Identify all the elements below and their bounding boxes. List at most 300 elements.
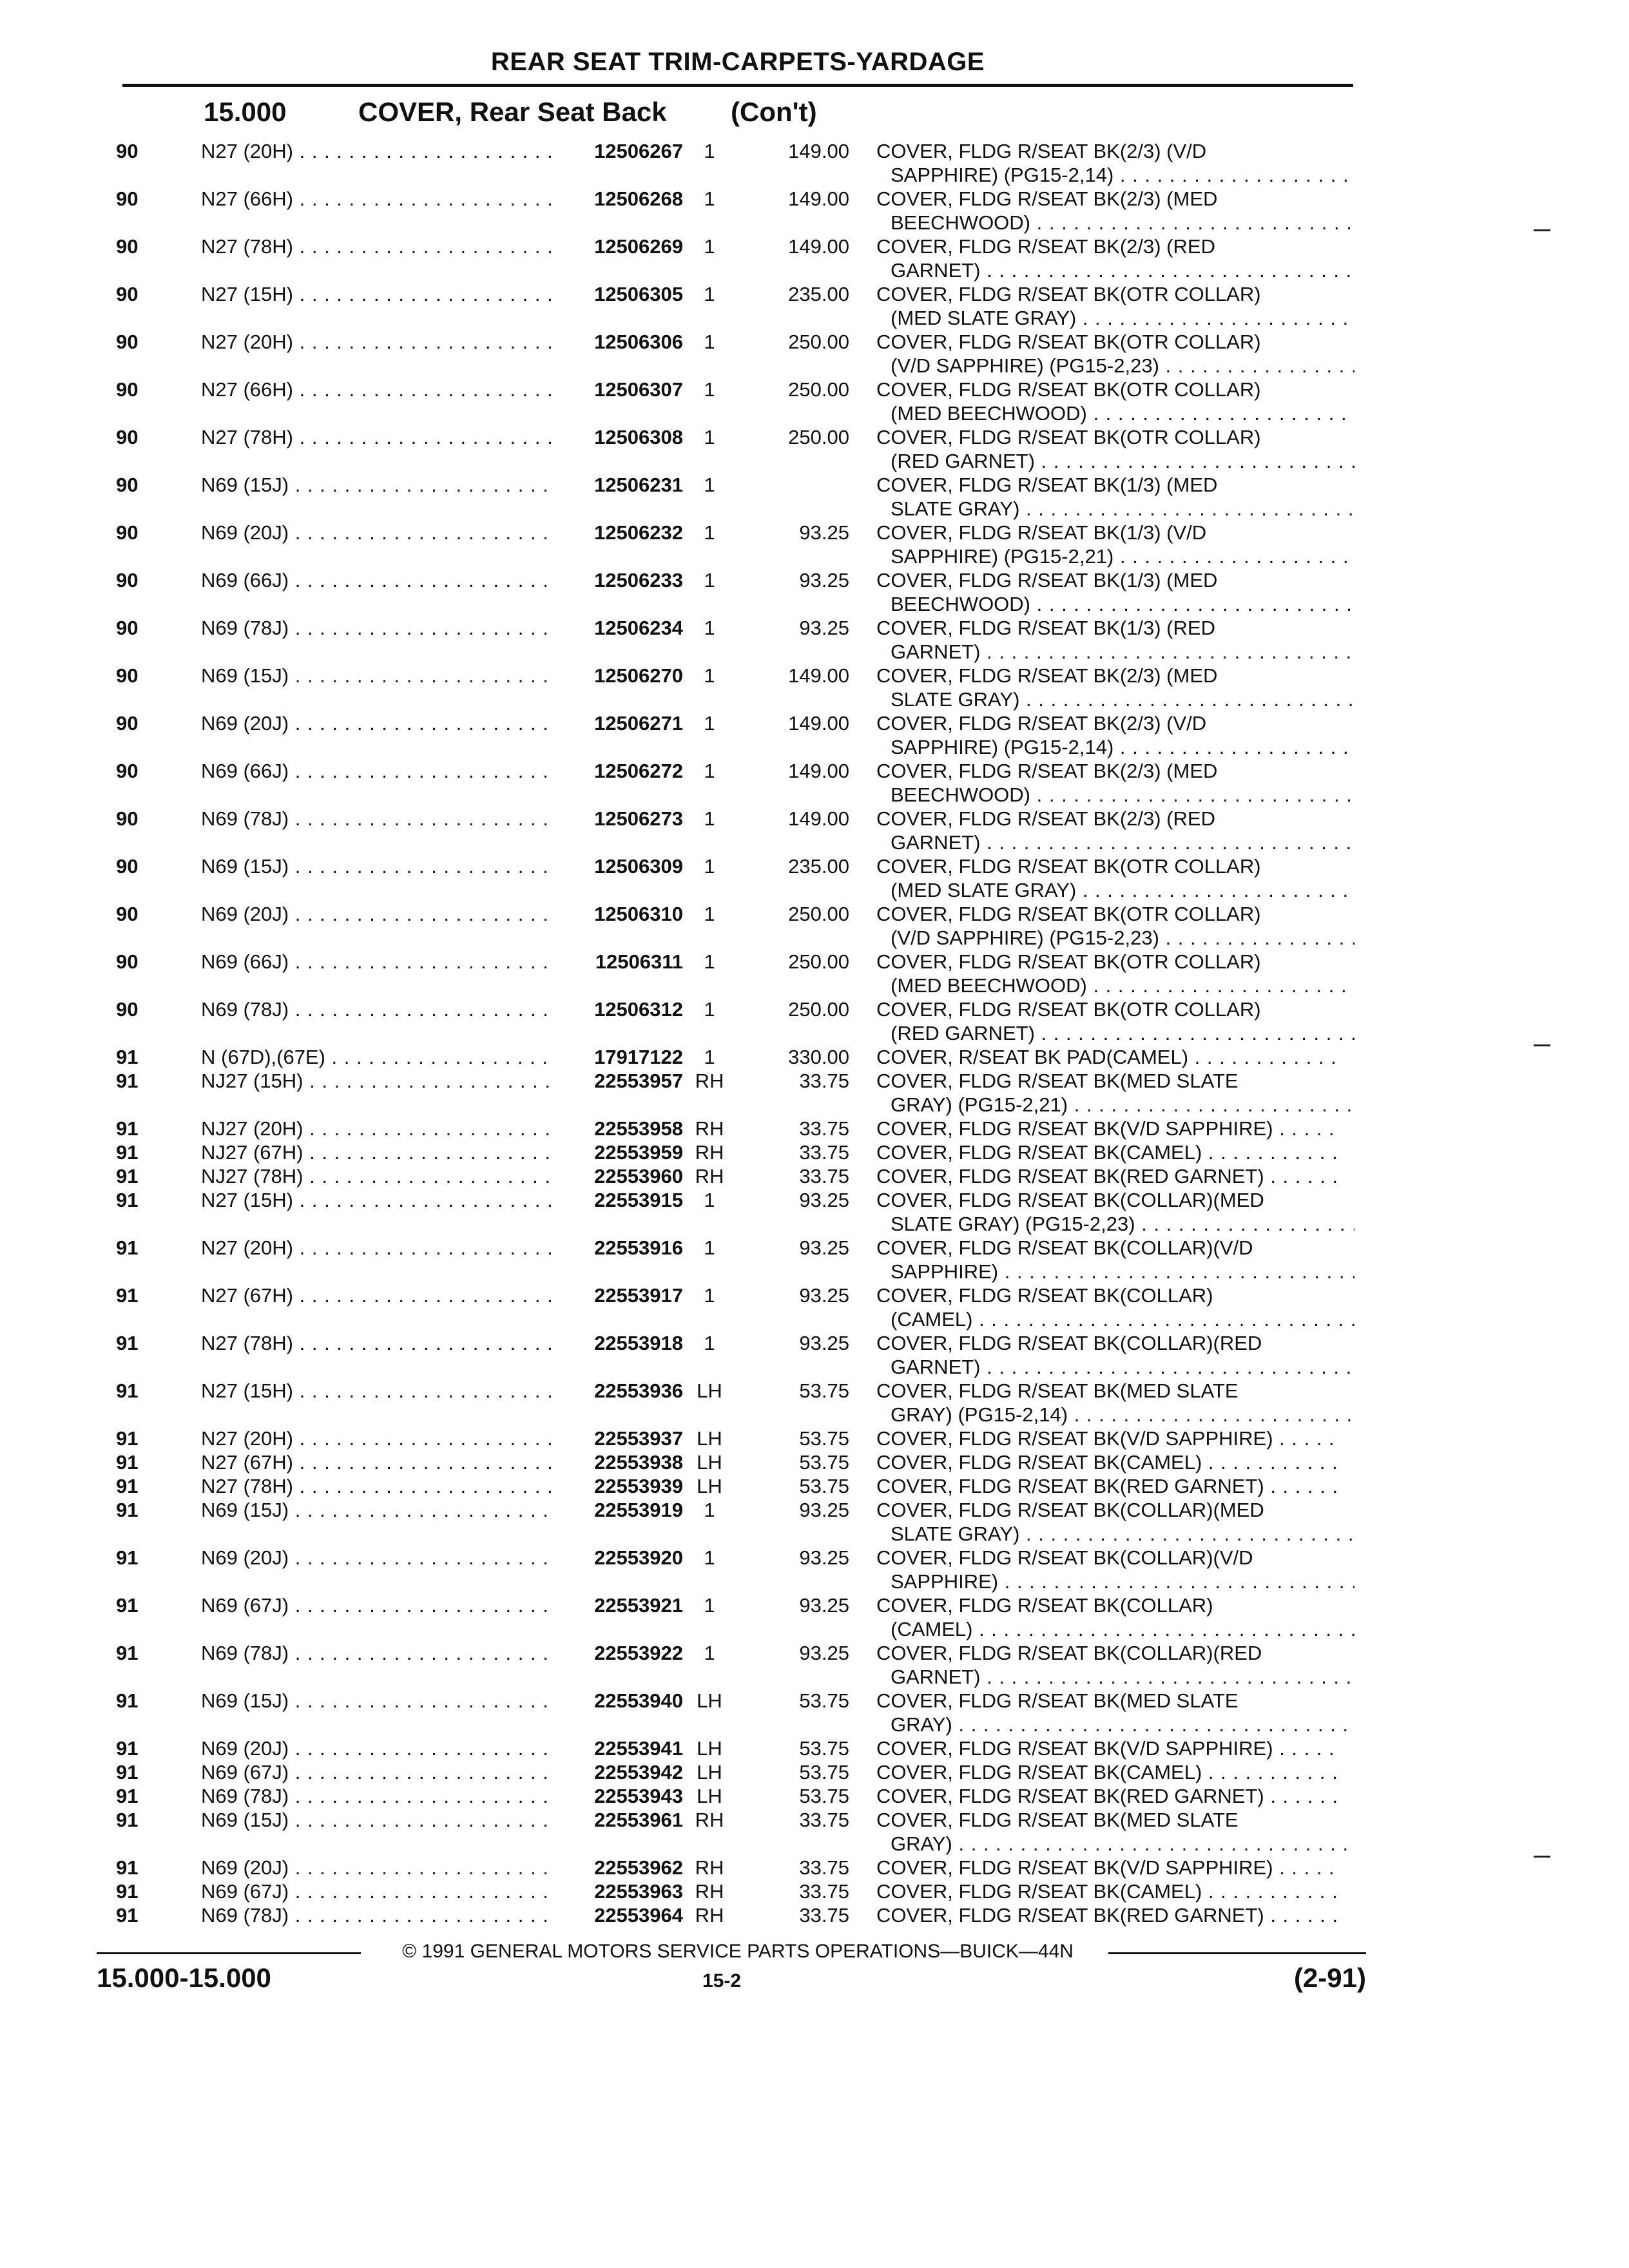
table-row <box>0 999 1629 1021</box>
description-continuation: GARNET) . . . <box>891 260 1354 282</box>
description-continuation: SLATE GRAY) . . . <box>891 1523 1354 1545</box>
table-row-continuation <box>0 927 1629 949</box>
model-code: N27 (66H) . . . <box>201 188 554 210</box>
description-continuation: GARNET) . . . <box>891 1356 1354 1378</box>
model-code: N27 (66H) . . . <box>201 379 554 401</box>
part-number: 22553958 <box>594 1117 683 1140</box>
table-row-continuation <box>0 879 1629 901</box>
description: COVER, FLDG R/SEAT BK(2/3) (MED <box>876 760 1218 782</box>
table-row <box>0 1332 1629 1354</box>
price: 33.75 <box>799 1165 849 1187</box>
price: 33.75 <box>799 1141 849 1164</box>
model-code: NJ27 (67H) . . . <box>201 1142 554 1164</box>
price: 235.00 <box>788 283 849 305</box>
table-row <box>0 1142 1629 1164</box>
ref-number: 90 <box>116 712 139 735</box>
quantity: 1 <box>704 1642 715 1664</box>
description: COVER, FLDG R/SEAT BK(COLLAR)(RED <box>876 1332 1262 1354</box>
description-continuation: SAPPHIRE) . . . <box>891 1261 1354 1283</box>
quantity: 1 <box>704 664 715 687</box>
price: 53.75 <box>799 1475 849 1497</box>
table-row <box>0 1046 1629 1068</box>
ref-number: 91 <box>116 1070 139 1092</box>
model-code: N69 (66J) . . . <box>201 570 554 591</box>
price: 149.00 <box>788 187 849 210</box>
table-row <box>0 665 1629 687</box>
model-code: N27 (20H) . . . <box>201 331 554 353</box>
table-row-continuation <box>0 498 1629 520</box>
table-row <box>0 1499 1629 1521</box>
footer-rule-right <box>1108 1952 1366 1954</box>
description-continuation: GARNET) . . . <box>891 1666 1354 1688</box>
description-continuation: SLATE GRAY) . . . <box>891 689 1354 711</box>
model-code: N69 (15J) . . . <box>201 665 554 687</box>
part-number: 22553919 <box>594 1499 683 1521</box>
quantity: 1 <box>704 187 715 210</box>
model-code: N27 (15H) . . . <box>201 1189 554 1211</box>
description: COVER, FLDG R/SEAT BK(V/D SAPPHIRE) . . . <box>876 1857 1340 1879</box>
price: 149.00 <box>788 664 849 687</box>
description-continuation: GRAY) (PG15-2,14) . . . <box>891 1404 1354 1426</box>
table-row <box>0 1285 1629 1307</box>
ref-number: 90 <box>116 331 139 353</box>
part-number: 22553939 <box>594 1475 683 1497</box>
table-row <box>0 1380 1629 1402</box>
model-code: N69 (78J) . . . <box>201 617 554 639</box>
description: COVER, FLDG R/SEAT BK(CAMEL) . . . <box>876 1762 1340 1783</box>
ref-number: 90 <box>116 617 139 639</box>
model-code: N27 (67H) . . . <box>201 1452 554 1474</box>
ref-number: 90 <box>116 378 139 401</box>
part-number: 22553959 <box>594 1141 683 1164</box>
quantity: 1 <box>704 760 715 782</box>
price: 149.00 <box>788 712 849 735</box>
description: COVER, FLDG R/SEAT BK(CAMEL) . . . <box>876 1881 1340 1903</box>
model-code: N69 (20J) . . . <box>201 1857 554 1879</box>
quantity: 1 <box>704 235 715 258</box>
part-number: 12506234 <box>594 617 683 639</box>
quantity: RH <box>695 1880 724 1903</box>
price: 93.25 <box>799 1284 849 1307</box>
description-continuation: (MED SLATE GRAY) . . . <box>891 307 1354 329</box>
quantity: LH <box>697 1475 722 1497</box>
model-code: N69 (20J) . . . <box>201 1738 554 1760</box>
price: 93.25 <box>799 1332 849 1354</box>
price: 250.00 <box>788 378 849 401</box>
ref-number: 90 <box>116 998 139 1021</box>
description-continuation: SLATE GRAY) (PG15-2,23) . . . <box>891 1213 1354 1235</box>
part-number: 22553942 <box>594 1761 683 1783</box>
quantity: 1 <box>704 521 715 544</box>
part-number: 12506271 <box>594 712 683 735</box>
page-number: 15-2 <box>702 1970 742 1992</box>
table-row-continuation <box>0 1094 1629 1116</box>
description: COVER, FLDG R/SEAT BK(2/3) (RED <box>876 808 1215 830</box>
description: COVER, FLDG R/SEAT BK(OTR COLLAR) <box>876 999 1261 1021</box>
description-continuation: SAPPHIRE) (PG15-2,21) . . . <box>891 546 1354 568</box>
table-row <box>0 1118 1629 1140</box>
header-rule <box>122 84 1353 87</box>
description: COVER, FLDG R/SEAT BK(RED GARNET) . . . <box>876 1475 1340 1497</box>
table-row-continuation <box>0 1404 1629 1426</box>
price: 93.25 <box>799 1594 849 1617</box>
table-row <box>0 1762 1629 1783</box>
price: 33.75 <box>799 1880 849 1903</box>
ref-number: 91 <box>116 1546 139 1569</box>
description: COVER, FLDG R/SEAT BK(COLLAR)(MED <box>876 1499 1264 1521</box>
quantity: 1 <box>704 1046 715 1068</box>
model-code: N27 (15H) . . . <box>201 284 554 305</box>
description: COVER, FLDG R/SEAT BK(2/3) (MED <box>876 188 1218 210</box>
quantity: LH <box>697 1737 722 1760</box>
price: 53.75 <box>799 1785 849 1807</box>
ref-number: 90 <box>116 521 139 544</box>
price: 330.00 <box>788 1046 849 1068</box>
price: 93.25 <box>799 617 849 639</box>
description: COVER, FLDG R/SEAT BK(COLLAR) <box>876 1595 1213 1617</box>
price: 93.25 <box>799 1499 849 1521</box>
price: 250.00 <box>788 998 849 1021</box>
description: COVER, FLDG R/SEAT BK(OTR COLLAR) <box>876 331 1261 353</box>
quantity: 1 <box>704 474 715 496</box>
price: 53.75 <box>799 1689 849 1712</box>
ref-number: 91 <box>116 1761 139 1783</box>
description-continuation: GRAY) (PG15-2,21) . . . <box>891 1094 1354 1116</box>
quantity: 1 <box>704 1594 715 1617</box>
table-row <box>0 617 1629 639</box>
description: COVER, FLDG R/SEAT BK(RED GARNET) . . . <box>876 1166 1340 1187</box>
model-code: N27 (67H) . . . <box>201 1285 554 1307</box>
table-row <box>0 331 1629 353</box>
table-row <box>0 1475 1629 1497</box>
table-row-continuation <box>0 355 1629 377</box>
description: COVER, FLDG R/SEAT BK(1/3) (RED <box>876 617 1215 639</box>
ref-number: 91 <box>116 1809 139 1831</box>
table-row-continuation <box>0 1261 1629 1283</box>
table-row <box>0 1690 1629 1712</box>
price: 53.75 <box>799 1737 849 1760</box>
description: COVER, R/SEAT BK PAD(CAMEL) . . . <box>876 1046 1340 1068</box>
quantity: 1 <box>704 140 715 162</box>
ref-number: 90 <box>116 187 139 210</box>
quantity: RH <box>695 1856 724 1879</box>
margin-mark <box>1534 1044 1550 1046</box>
ref-number: 90 <box>116 140 139 162</box>
description-continuation: (MED SLATE GRAY) . . . <box>891 879 1354 901</box>
part-number: 12506312 <box>594 998 683 1021</box>
table-row <box>0 856 1629 878</box>
model-code: N69 (78J) . . . <box>201 999 554 1021</box>
page-title: REAR SEAT TRIM-CARPETS-YARDAGE <box>490 48 985 76</box>
price: 53.75 <box>799 1451 849 1474</box>
table-row-continuation <box>0 260 1629 282</box>
table-row-continuation <box>0 403 1629 425</box>
description-continuation: (MED BEECHWOOD) . . . <box>891 975 1354 997</box>
quantity: 1 <box>704 1236 715 1259</box>
table-row-continuation <box>0 164 1629 186</box>
description-continuation: (CAMEL) . . . <box>891 1619 1354 1640</box>
part-number: 17917122 <box>594 1046 683 1068</box>
part-number: 22553915 <box>594 1189 683 1211</box>
model-code: N69 (78J) . . . <box>201 1642 554 1664</box>
table-row <box>0 1809 1629 1831</box>
table-row-continuation <box>0 1714 1629 1736</box>
model-code: N27 (20H) . . . <box>201 140 554 162</box>
ref-number: 90 <box>116 426 139 448</box>
description: COVER, FLDG R/SEAT BK(MED SLATE <box>876 1690 1239 1712</box>
quantity: 1 <box>704 855 715 878</box>
table-row <box>0 1785 1629 1807</box>
ref-number: 91 <box>116 1451 139 1474</box>
ref-number: 91 <box>116 1475 139 1497</box>
table-row <box>0 1547 1629 1569</box>
description: COVER, FLDG R/SEAT BK(2/3) (RED <box>876 236 1215 258</box>
ref-number: 90 <box>116 235 139 258</box>
table-row-continuation <box>0 1666 1629 1688</box>
table-row-continuation <box>0 1023 1629 1044</box>
description-continuation: GRAY) . . . <box>891 1833 1354 1855</box>
quantity: 1 <box>704 1284 715 1307</box>
ref-number: 91 <box>116 1427 139 1450</box>
model-code: N27 (78H) . . . <box>201 1475 554 1497</box>
model-code: N27 (20H) . . . <box>201 1237 554 1259</box>
part-number: 22553920 <box>594 1546 683 1569</box>
part-number: 22553962 <box>594 1856 683 1879</box>
description: COVER, FLDG R/SEAT BK(OTR COLLAR) <box>876 951 1261 973</box>
ref-number: 91 <box>116 1165 139 1187</box>
price: 149.00 <box>788 807 849 830</box>
description: COVER, FLDG R/SEAT BK(COLLAR)(RED <box>876 1642 1262 1664</box>
part-number: 22553943 <box>594 1785 683 1807</box>
part-number: 22553964 <box>594 1904 683 1927</box>
quantity: 1 <box>704 712 715 735</box>
group-name: COVER, Rear Seat Back <box>358 97 667 127</box>
table-row-continuation <box>0 1833 1629 1855</box>
model-code: N69 (66J) . . . <box>201 760 554 782</box>
margin-mark <box>1534 229 1550 231</box>
price: 235.00 <box>788 855 849 878</box>
description: COVER, FLDG R/SEAT BK(MED SLATE <box>876 1380 1239 1402</box>
description: COVER, FLDG R/SEAT BK(OTR COLLAR) <box>876 903 1261 925</box>
ref-number: 91 <box>116 1856 139 1879</box>
copyright-line: © 1991 GENERAL MOTORS SERVICE PARTS OPERATIONS—BUICK—44N <box>402 1941 1074 1962</box>
description-continuation: BEECHWOOD) . . . <box>891 212 1354 234</box>
quantity: 1 <box>704 807 715 830</box>
part-number: 22553922 <box>594 1642 683 1664</box>
part-number: 22553963 <box>594 1880 683 1903</box>
model-code: N69 (67J) . . . <box>201 1762 554 1783</box>
quantity: RH <box>695 1070 724 1092</box>
model-code: N69 (67J) . . . <box>201 1595 554 1617</box>
ref-number: 90 <box>116 950 139 973</box>
table-row <box>0 1189 1629 1211</box>
table-row-continuation <box>0 593 1629 615</box>
description-continuation: GRAY) . . . <box>891 1714 1354 1736</box>
ref-number: 90 <box>116 807 139 830</box>
description: COVER, FLDG R/SEAT BK(OTR COLLAR) <box>876 284 1261 305</box>
table-row <box>0 1166 1629 1187</box>
part-number: 22553957 <box>594 1070 683 1092</box>
ref-number: 91 <box>116 1236 139 1259</box>
table-row <box>0 570 1629 591</box>
quantity: 1 <box>704 903 715 925</box>
margin-mark <box>1534 1856 1550 1858</box>
model-code: N27 (15H) . . . <box>201 1380 554 1402</box>
ref-number: 91 <box>116 1737 139 1760</box>
table-row-continuation <box>0 832 1629 854</box>
quantity: 1 <box>704 426 715 448</box>
description: COVER, FLDG R/SEAT BK(RED GARNET) . . . <box>876 1905 1340 1927</box>
description: COVER, FLDG R/SEAT BK(RED GARNET) . . . <box>876 1785 1340 1807</box>
price: 250.00 <box>788 950 849 973</box>
table-row <box>0 284 1629 305</box>
table-row <box>0 1881 1629 1903</box>
model-code: N69 (15J) . . . <box>201 1690 554 1712</box>
table-row-continuation <box>0 307 1629 329</box>
description: COVER, FLDG R/SEAT BK(OTR COLLAR) <box>876 427 1261 448</box>
description: COVER, FLDG R/SEAT BK(1/3) (V/D <box>876 522 1207 544</box>
price: 93.25 <box>799 1642 849 1664</box>
table-row-continuation <box>0 784 1629 806</box>
price: 33.75 <box>799 1070 849 1092</box>
price: 53.75 <box>799 1761 849 1783</box>
ref-number: 90 <box>116 903 139 925</box>
quantity: 1 <box>704 283 715 305</box>
part-number: 22553921 <box>594 1594 683 1617</box>
table-row-continuation <box>0 1356 1629 1378</box>
quantity: 1 <box>704 331 715 353</box>
description: COVER, FLDG R/SEAT BK(OTR COLLAR) <box>876 856 1261 878</box>
model-code: N69 (15J) . . . <box>201 856 554 878</box>
table-row <box>0 1738 1629 1760</box>
table-row <box>0 188 1629 210</box>
quantity: RH <box>695 1165 724 1187</box>
part-number: 12506311 <box>595 950 683 973</box>
model-code: N69 (15J) . . . <box>201 1809 554 1831</box>
group-number: 15.000 <box>204 97 287 127</box>
price: 93.25 <box>799 1189 849 1211</box>
part-number: 12506233 <box>594 569 683 591</box>
table-row <box>0 1452 1629 1474</box>
ref-number: 91 <box>116 1499 139 1521</box>
part-number: 22553917 <box>594 1284 683 1307</box>
description: COVER, FLDG R/SEAT BK(1/3) (MED <box>876 570 1218 591</box>
price: 93.25 <box>799 521 849 544</box>
ref-number: 91 <box>116 1117 139 1140</box>
price: 93.25 <box>799 1236 849 1259</box>
part-number: 12506268 <box>594 187 683 210</box>
quantity: 1 <box>704 1332 715 1354</box>
model-code: N69 (15J) . . . <box>201 1499 554 1521</box>
price: 93.25 <box>799 1546 849 1569</box>
ref-number: 90 <box>116 474 139 496</box>
part-number: 12506232 <box>594 521 683 544</box>
quantity: LH <box>697 1761 722 1783</box>
ref-number: 90 <box>116 664 139 687</box>
table-row <box>0 760 1629 782</box>
quantity: 1 <box>704 1189 715 1211</box>
description-continuation: (V/D SAPPHIRE) (PG15-2,23) . . . <box>891 355 1354 377</box>
model-code: N69 (66J) . . . <box>201 951 554 973</box>
model-code: NJ27 (78H) . . . <box>201 1166 554 1187</box>
description: COVER, FLDG R/SEAT BK(COLLAR)(V/D <box>876 1237 1253 1259</box>
model-code: N69 (20J) . . . <box>201 522 554 544</box>
description: COVER, FLDG R/SEAT BK(V/D SAPPHIRE) . . . <box>876 1428 1340 1450</box>
price: 33.75 <box>799 1856 849 1879</box>
revision-date: (2-91) <box>1293 1963 1366 1993</box>
part-number: 12506272 <box>594 760 683 782</box>
part-number: 22553916 <box>594 1236 683 1259</box>
quantity: 1 <box>704 1499 715 1521</box>
part-number: 22553961 <box>594 1809 683 1831</box>
part-number: 12506267 <box>594 140 683 162</box>
ref-number: 90 <box>116 569 139 591</box>
model-code: NJ27 (15H) . . . <box>201 1070 554 1092</box>
description: COVER, FLDG R/SEAT BK(2/3) (V/D <box>876 713 1207 735</box>
section-range: 15.000-15.000 <box>97 1963 271 1993</box>
ref-number: 91 <box>116 1332 139 1354</box>
description: COVER, FLDG R/SEAT BK(COLLAR) <box>876 1285 1213 1307</box>
table-row <box>0 713 1629 735</box>
price: 149.00 <box>788 140 849 162</box>
part-number: 12506307 <box>594 378 683 401</box>
price: 53.75 <box>799 1379 849 1402</box>
quantity: LH <box>697 1451 722 1474</box>
price: 250.00 <box>788 426 849 448</box>
ref-number: 91 <box>116 1046 139 1068</box>
description: COVER, FLDG R/SEAT BK(COLLAR)(V/D <box>876 1547 1253 1569</box>
description: COVER, FLDG R/SEAT BK(1/3) (MED <box>876 474 1218 496</box>
model-code: N (67D),(67E) . . . <box>201 1046 554 1068</box>
part-number: 12506305 <box>594 283 683 305</box>
part-number: 12506308 <box>594 426 683 448</box>
ref-number: 91 <box>116 1141 139 1164</box>
model-code: N27 (78H) . . . <box>201 236 554 258</box>
description-continuation: GARNET) . . . <box>891 641 1354 663</box>
continued-label: (Con't) <box>731 97 817 127</box>
table-row-continuation <box>0 1619 1629 1640</box>
ref-number: 91 <box>116 1785 139 1807</box>
quantity: RH <box>695 1809 724 1831</box>
table-row <box>0 427 1629 448</box>
model-code: N69 (78J) . . . <box>201 1905 554 1927</box>
table-row-continuation <box>0 736 1629 758</box>
ref-number: 91 <box>116 1904 139 1927</box>
description: COVER, FLDG R/SEAT BK(2/3) (V/D <box>876 140 1207 162</box>
description-continuation: SAPPHIRE) (PG15-2,14) . . . <box>891 164 1354 186</box>
ref-number: 91 <box>116 1284 139 1307</box>
description-continuation: (RED GARNET) . . . <box>891 450 1354 472</box>
description-continuation: (CAMEL) . . . <box>891 1309 1354 1331</box>
ref-number: 91 <box>116 1594 139 1617</box>
model-code: N27 (20H) . . . <box>201 1428 554 1450</box>
quantity: 1 <box>704 617 715 639</box>
ref-number: 91 <box>116 1689 139 1712</box>
quantity: 1 <box>704 1546 715 1569</box>
ref-number: 90 <box>116 760 139 782</box>
description: COVER, FLDG R/SEAT BK(COLLAR)(MED <box>876 1189 1264 1211</box>
model-code: N69 (78J) . . . <box>201 1785 554 1807</box>
model-code: NJ27 (20H) . . . <box>201 1118 554 1140</box>
description: COVER, FLDG R/SEAT BK(2/3) (MED <box>876 665 1218 687</box>
model-code: N69 (20J) . . . <box>201 713 554 735</box>
quantity: 1 <box>704 998 715 1021</box>
table-row <box>0 140 1629 162</box>
price: 33.75 <box>799 1809 849 1831</box>
price: 93.25 <box>799 569 849 591</box>
price: 250.00 <box>788 903 849 925</box>
model-code: N69 (78J) . . . <box>201 808 554 830</box>
